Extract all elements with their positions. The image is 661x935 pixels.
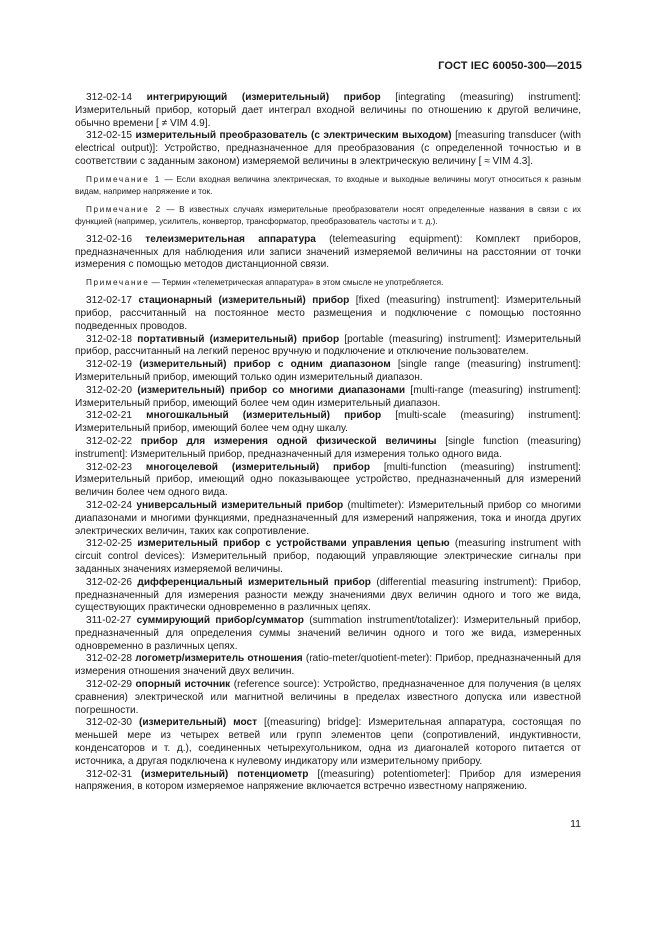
term-entry	[75, 295, 581, 333]
term-entry	[75, 615, 581, 653]
term-code: 312-02-28	[86, 653, 133, 665]
term-title: логометр/измеритель отношения	[135, 653, 303, 665]
term-definition: [fixed (measuring) instrument]: Измерительный прибор, рассчитанный на постоянное место размещения и подключение с помощью постоянно подведенных проводов.	[75, 295, 581, 332]
term-code: 312-02-25	[86, 538, 133, 550]
term-code: 312-02-31	[86, 768, 133, 780]
term-title: (измерительный) прибор со многими диапазонами	[137, 384, 406, 396]
term-definition: (ratio-meter/quotient-meter): Прибор, предназначенный для измерения отношения значений двух величин.	[75, 653, 581, 678]
term-title: многоцелевой (измерительный) прибор	[145, 461, 370, 473]
page-number: 11	[570, 818, 581, 830]
term-definition: [(measuring) bridge]: Измерительная аппаратура, состоящая по меньшей мере из четырех ветвей или групп элементов цепи (сопротивлений, индуктивности, конденсаторов и т. д.), соединенных четырехугольником, одна из диагоналей которого питается от источника, а другая подключена к нулевому индикатору или измерительному прибору.	[75, 717, 582, 767]
term-title: (измерительный) прибор с одним диапазоном	[139, 359, 391, 371]
term-code: 312-02-18	[86, 333, 133, 345]
term-definition: (summation instrument/totalizer): Измерительный прибор, предназначенный для определения суммы значений величин одного и того же вида, измеренных одновременно в различных цепях.	[75, 615, 581, 652]
note-label: Примечание 1	[86, 174, 161, 184]
term-code: 312-02-29	[86, 679, 133, 691]
term-code: 312-02-19	[86, 359, 133, 371]
term-definition: (telemeasuring equipment): Комплект приборов, предназначенных для наблюдения или записи значений измеряемой величины на расстоянии от точки измерения с помощью методов дистанционной связи.	[75, 233, 581, 271]
term-title: суммирующий прибор/сумматор	[136, 615, 304, 627]
term-definition: [multi-range (measuring) instrument]: Измерительный прибор, имеющий более чем один измерительный диапазон.	[75, 384, 581, 409]
note-text: — В известных случаях измерительные преобразователи носят определенные названия в связи с их функцией (например, усилитель, конвертор, трансформатор, преобразователь частоты и т. д.).	[75, 204, 581, 226]
term-code: 312-02-26	[86, 576, 133, 588]
term-title: стационарный (измерительный) прибор	[138, 295, 350, 307]
term-definition: (differential measuring instrument): Прибор, предназначенный для измерения разности между значениями двух величин одного и того же вида, существующих практически одновременно в различных цепях.	[75, 576, 581, 614]
term-definition: [single function (measuring) instrument]: Измерительный прибор, предназначенный для измерения только одного вида.	[75, 435, 581, 460]
term-definition: [integrating (measuring) instrument]: Измерительный прибор, который дает интеграл входной величины по отношению к другой величине, обычно времени [ ≠ VIM 4.9].	[75, 92, 581, 129]
term-title: измерительный прибор с устройствами управления цепью	[137, 538, 450, 550]
term-entry	[75, 130, 581, 168]
note-text: — Если входная величина электрическая, то входные и выходные величины могут относиться к разным видам, например напряжение и ток.	[75, 174, 581, 196]
term-entry	[75, 653, 581, 679]
note	[75, 174, 581, 198]
term-code: 312-02-17	[86, 295, 133, 307]
document-header: ГОСТ IEC 60050-300—2015	[438, 60, 582, 72]
term-definition: [measuring transducer (with electrical output)]: Устройство, предназначенное для преобразования (с определенной точностью и в соответствии с заданным законом) измеряемой величины в электрическую величину [ ≈ VIM 4.3].	[75, 130, 581, 167]
document-body	[75, 92, 581, 794]
term-code: 312-02-20	[86, 384, 133, 396]
term-title: портативный (измерительный) прибор	[137, 333, 340, 345]
term-entry	[75, 334, 581, 360]
term-definition: (reference source): Устройство, предназначенное для получения (в целях сравнения) электрической или магнитной величины в пределах известного допуска или известной погрешности.	[75, 679, 581, 716]
term-entry	[75, 436, 581, 462]
term-definition: (measuring instrument with circuit control devices): Измерительный прибор, подающий управляющие электрические сигналы при заданных значениях измеряемой величины.	[75, 538, 581, 575]
term-title: дифференциальный измерительный прибор	[137, 576, 371, 588]
term-definition: [(measuring) potentiometer]: Прибор для измерения напряжения, в котором измеряемое напряжение включается встречно известному напряжению.	[75, 768, 581, 793]
term-definition: [multi-function (measuring) instrument]: Измерительный прибор, имеющий одно показывающее устройство, предназначенный для измерений величин более чем одного вида.	[75, 461, 581, 499]
term-title: измерительный преобразователь (с электрическим выходом)	[135, 130, 452, 142]
term-entry	[75, 717, 581, 768]
note-text: — Термин «телеметрическая аппаратура» в этом смысле не употребляется.	[149, 278, 444, 288]
term-title: интегрирующий (измерительный) прибор	[146, 92, 381, 103]
term-title: (измерительный) мост	[138, 717, 258, 729]
note-label: Примечание	[86, 278, 150, 288]
term-entry	[75, 500, 581, 538]
term-entry	[75, 769, 581, 795]
term-definition: [single range (measuring) instrument]: Измерительный прибор, имеющий только один измерительный диапазон.	[75, 359, 581, 383]
note-label: Примечание 2	[86, 204, 162, 214]
term-title: многошкальный (измерительный) прибор	[146, 410, 382, 422]
term-code: 312-02-16	[86, 233, 133, 245]
term-title: (измерительный) потенциометр	[141, 768, 309, 780]
term-code: 312-02-23	[86, 461, 133, 473]
term-entry	[75, 462, 581, 500]
term-entry	[75, 92, 581, 130]
term-code: 312-02-15	[86, 130, 133, 142]
term-entry	[75, 577, 581, 615]
term-title: телеизмерительная аппаратура	[145, 233, 316, 245]
note	[75, 277, 581, 289]
term-title: прибор для измерения одной физической величины	[140, 435, 437, 447]
term-entry	[75, 538, 581, 576]
term-code: 312-02-21	[86, 410, 133, 422]
term-code: 311-02-27	[86, 615, 132, 627]
term-code: 312-02-24	[86, 499, 133, 511]
term-code: 312-02-22	[86, 435, 133, 447]
term-entry	[75, 679, 581, 717]
term-entry	[75, 410, 581, 436]
term-definition: [multi-scale (measuring) instrument]: Измерительный прибор, имеющий более чем одну шкалу.	[75, 410, 581, 435]
term-title: универсальный измерительный прибор	[136, 499, 344, 511]
term-entry	[75, 234, 581, 272]
term-code: 312-02-30	[86, 717, 133, 729]
term-entry	[75, 359, 581, 385]
term-code: 312-02-14	[86, 92, 133, 103]
term-definition: (multimeter): Измерительный прибор со многими диапазонами и многими функциями, предназначенный для измерений напряжения, тока и иногда других электрических величин, таких как сопротивление.	[75, 499, 581, 537]
note	[75, 204, 581, 228]
term-entry	[75, 385, 581, 411]
term-definition: [portable (measuring) instrument]: Измерительный прибор, рассчитанный на легкий перенос вручную и подключение и отключение пользователем.	[75, 333, 581, 358]
term-title: опорный источник	[135, 679, 231, 691]
